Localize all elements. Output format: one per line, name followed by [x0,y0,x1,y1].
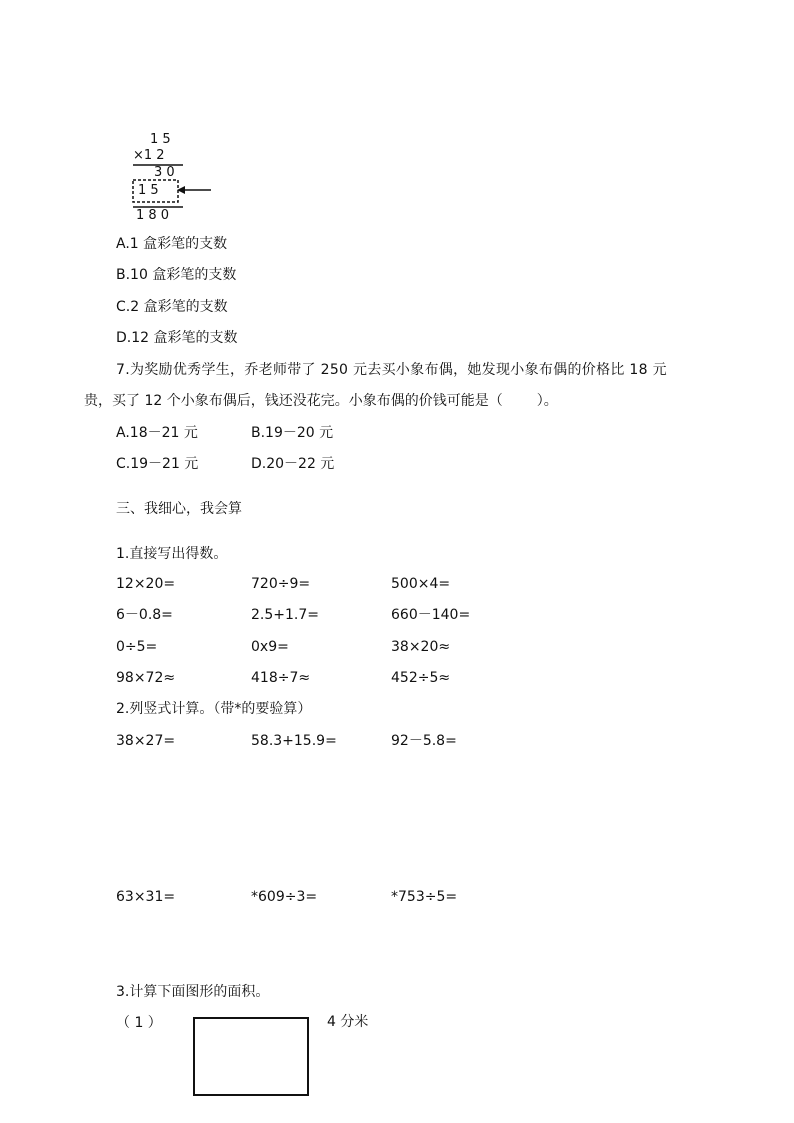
calc-item: 2.5+1.7= [251,607,319,623]
q7-line-1: 7.为奖励优秀学生，乔老师带了 250 元去买小象布偶，她发现小象布偶的价格比 18 元 [116,362,667,378]
q7-line-2 [84,392,558,410]
rectangle-figure [192,1016,312,1098]
q7-option-d: D.20－22 元 [251,456,335,472]
calc-item: 418÷7≈ [251,670,311,686]
figure-label: （ 1 ） [116,1015,162,1031]
calc-item: 0÷5= [116,639,158,655]
calc-item: 38×20≈ [391,639,451,655]
calc-item: 12×20= [116,576,176,592]
calc-item: 98×72≈ [116,670,176,686]
mult-partial-1: 3 0 [154,165,175,180]
q7-line-2-text: 贵，买了 12 个小象布偶后，钱还没花完。小象布偶的价钱可能是（ [84,393,503,409]
vertical-calc-item: *609÷3= [251,889,318,905]
q7-option-a: A.18－21 元 [116,425,198,441]
vertical-calc-item: 38×27= [116,733,176,749]
q6-option-b: B.10 盒彩笔的支数 [116,267,237,283]
q6-option-c: C.2 盒彩笔的支数 [116,299,228,315]
q6-option-d: D.12 盒彩笔的支数 [116,330,238,346]
vertical-calc-item: 63×31= [116,889,176,905]
calc-item: 500×4= [391,576,451,592]
calc-item: 452÷5≈ [391,670,451,686]
mult-result: 1 8 0 [136,208,170,223]
mult-top: 1 5 [150,132,171,147]
calc-item: 0x9= [251,639,289,655]
calc-item: 720÷9= [251,576,311,592]
side-length-label: 4 分米 [327,1014,369,1030]
part1-title: 1.直接写出得数。 [116,546,228,562]
q7-line-2-end: ）。 [536,393,558,409]
vertical-calc-item: 58.3+15.9= [251,733,337,749]
vertical-calc-item: 92－5.8= [391,733,457,749]
q7-option-c: C.19－21 元 [116,456,199,472]
mult-partial-2: 1 5 [138,183,159,198]
calc-item: 6－0.8= [116,607,173,623]
part2-title: 2.列竖式计算。（带*的要验算） [116,701,312,717]
mult-times-row: ×1 2 [133,148,165,163]
section-title: 三、我细心，我会算 [116,501,242,517]
q7-option-b: B.19－20 元 [251,425,334,441]
calc-item: 660－140= [391,607,471,623]
q6-option-a: A.1 盒彩笔的支数 [116,236,228,252]
vertical-calc-item: *753÷5= [391,889,458,905]
left-arrow-icon [175,184,213,196]
part3-title: 3.计算下面图形的面积。 [116,984,270,1000]
